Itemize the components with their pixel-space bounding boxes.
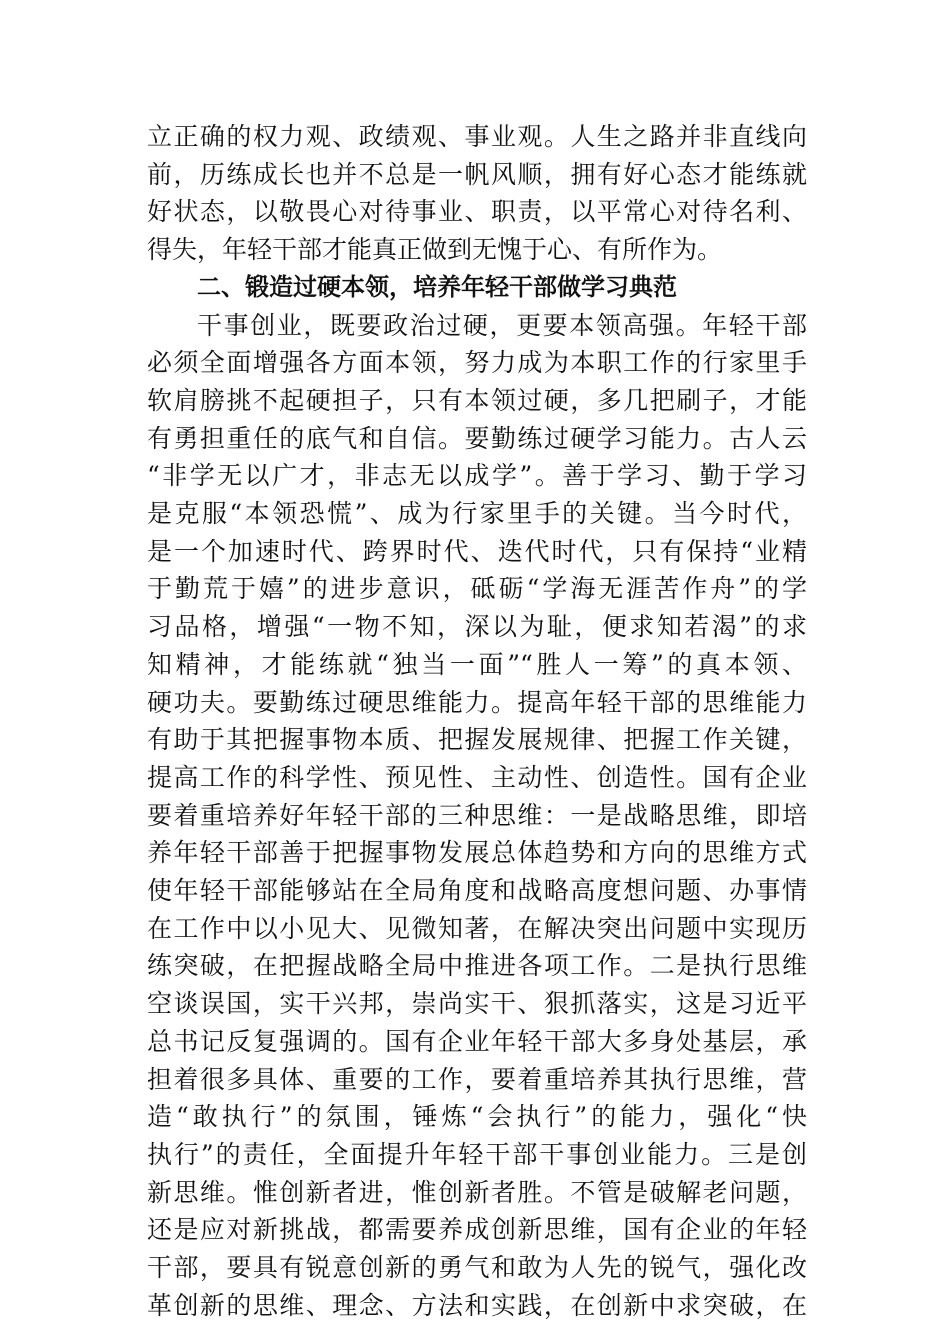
paragraph-line: 担着很多具体、重要的工作，要着重培养其执行思维，营: [147, 1064, 807, 1094]
paragraph-line: 提高工作的科学性、预见性、主动性、创造性。国有企业: [147, 762, 807, 792]
paragraph-line: 得失，年轻干部才能真正做到无愧于心、有所作为。: [147, 235, 723, 265]
paragraph-line: 立正确的权力观、政绩观、事业观。人生之路并非直线向: [147, 122, 807, 151]
paragraph-line: 有助于其把握事物本质、把握发展规律、把握工作关键，: [147, 725, 807, 755]
paragraph-line: 必须全面增强各方面本领，努力成为本职工作的行家里手: [147, 348, 807, 378]
paragraph-line: 软肩膀挑不起硬担子，只有本领过硬，多几把刷子，才能: [147, 385, 807, 415]
paragraph-line: 习品格，增强“一物不知，深以为耻，便求知若渴”的求: [147, 612, 807, 642]
paragraph-line: 使年轻干部能够站在全局角度和战略高度想问题、办事情: [147, 876, 807, 905]
section-heading: 二、锻造过硬本领，培养年轻干部做学习典范: [197, 272, 677, 301]
paragraph-line: 好状态，以敬畏心对待事业、职责，以平常心对待名利、: [147, 197, 807, 227]
paragraph-line: 硬功夫。要勤练过硬思维能力。提高年轻干部的思维能力: [147, 687, 807, 717]
paragraph-line: 前，历练成长也并不总是一帆风顺，拥有好心态才能练就: [147, 159, 807, 189]
paragraph-line: 总书记反复强调的。国有企业年轻干部大多身处基层，承: [147, 1026, 807, 1056]
paragraph-line: 要着重培养好年轻干部的三种思维：一是战略思维，即培: [147, 800, 807, 830]
paragraph-line: 是一个加速时代、跨界时代、迭代时代，只有保持“业精: [147, 536, 807, 566]
paragraph-line: 造“敢执行”的氛围，锤炼“会执行”的能力，强化“快: [147, 1102, 807, 1132]
paragraph-line: 在工作中以小见大、见微知著，在解决突出问题中实现历: [147, 913, 807, 943]
paragraph-line: 干部，要具有锐意创新的勇气和敢为人先的锐气，强化改: [147, 1253, 807, 1282]
paragraph-line: 执行”的责任，全面提升年轻干部干事创业能力。三是创: [147, 1139, 807, 1169]
paragraph-line: 是克服“本领恐慌”、成为行家里手的关键。当今时代，: [147, 499, 807, 528]
paragraph-line: “非学无以广才，非志无以成学”。善于学习、勤于学习: [147, 461, 807, 491]
paragraph-line: 新思维。惟创新者进，惟创新者胜。不管是破解老问题，: [147, 1177, 807, 1207]
paragraph-line: 革创新的思维、理念、方法和实践，在创新中求突破，在: [147, 1290, 807, 1320]
paragraph-line: 知精神，才能练就“独当一面”“胜人一筹”的真本领、: [147, 649, 807, 679]
paragraph-line: 有勇担重任的底气和自信。要勤练过硬学习能力。古人云: [147, 423, 807, 453]
paragraph-first-line: 干事创业，既要政治过硬，更要本领高强。年轻干部: [197, 310, 807, 340]
paragraph-line: 空谈误国，实干兴邦，崇尚实干、狠抓落实，这是习近平: [147, 989, 807, 1019]
paragraph-line: 养年轻干部善于把握事物发展总体趋势和方向的思维方式: [147, 838, 807, 868]
paragraph-line: 练突破，在把握战略全局中推进各项工作。二是执行思维: [147, 951, 807, 981]
paragraph-line: 于勤荒于嬉”的进步意识，砥砺“学海无涯苦作舟”的学: [147, 574, 807, 604]
paragraph-line: 还是应对新挑战，都需要养成创新思维，国有企业的年轻: [147, 1215, 807, 1245]
